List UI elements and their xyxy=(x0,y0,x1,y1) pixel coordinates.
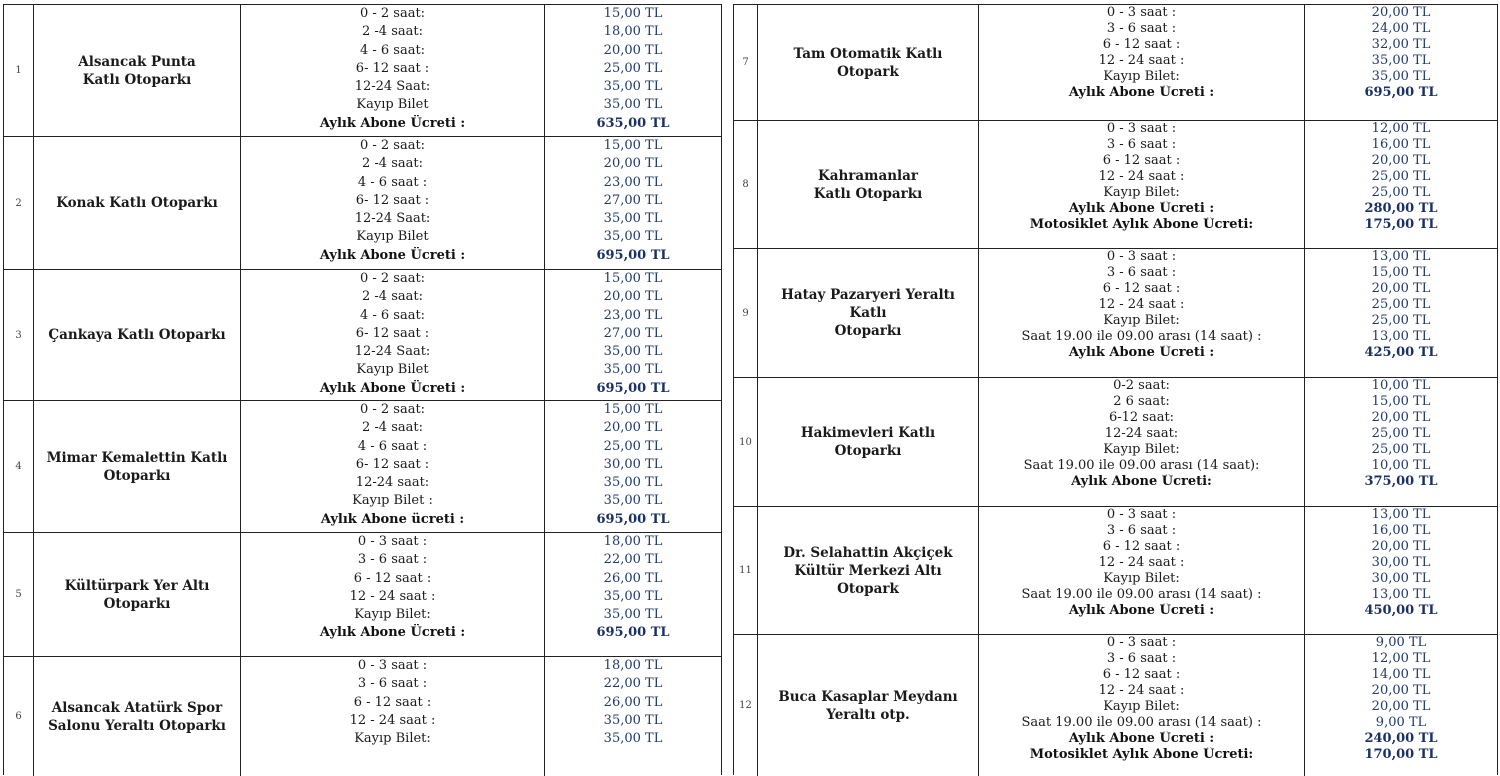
duration-label: Kayıp Bilet: xyxy=(1103,699,1180,714)
price-value: 25,00 TL xyxy=(1371,426,1431,441)
parking-name: Mimar Kemalettin Katlı Otoparkı xyxy=(34,401,241,532)
duration-column xyxy=(979,507,1305,634)
price-value: 9,00 TL xyxy=(1375,635,1427,650)
price-column xyxy=(545,270,721,400)
row-number: 8 xyxy=(734,121,758,248)
duration-label: 12 - 24 saat : xyxy=(349,712,436,728)
duration-label: 2 -4 saat: xyxy=(362,156,423,172)
price-value: 35,00 TL xyxy=(603,362,663,378)
duration-label: Aylık Abone Ücreti : xyxy=(319,625,466,641)
price-value: 35,00 TL xyxy=(603,712,663,728)
price-value: 35,00 TL xyxy=(603,211,663,227)
price-value: 25,00 TL xyxy=(1371,313,1431,328)
price-value: 20,00 TL xyxy=(1371,699,1431,714)
parking-block xyxy=(4,401,721,533)
duration-label: 6 - 12 saat : xyxy=(1102,539,1181,554)
row-number: 12 xyxy=(734,635,758,776)
price-value: 35,00 TL xyxy=(603,229,663,245)
parking-block xyxy=(734,635,1497,776)
price-value: 18,00 TL xyxy=(603,534,663,549)
duration-label: 12-24 Saat: xyxy=(354,344,431,360)
duration-column xyxy=(979,378,1305,506)
price-value: 20,00 TL xyxy=(1371,153,1431,168)
price-column xyxy=(1305,635,1497,776)
price-value: 15,00 TL xyxy=(603,138,663,153)
duration-label: 6 - 12 saat : xyxy=(1102,37,1181,52)
duration-label: 0 - 3 saat : xyxy=(357,534,428,549)
duration-label: 2 -4 saat: xyxy=(362,420,423,436)
parking-name: Konak Katlı Otoparkı xyxy=(34,137,241,269)
parking-block xyxy=(734,121,1497,249)
price-value: 450,00 TL xyxy=(1364,603,1438,618)
duration-label: 12-24 saat: xyxy=(1104,426,1179,441)
parking-name: Alsancak Atatürk Spor Salonu Yeraltı Otoparkı xyxy=(34,657,241,776)
parking-block xyxy=(734,507,1497,635)
left-tariff-table xyxy=(3,4,722,775)
duration-label: 6 - 12 saat : xyxy=(1102,281,1181,296)
duration-label: 6- 12 saat : xyxy=(355,192,430,208)
price-value: 35,00 TL xyxy=(603,79,663,95)
duration-label: Kayıp Bilet xyxy=(356,229,429,245)
duration-label: 12-24 Saat: xyxy=(354,211,431,227)
row-number: 10 xyxy=(734,378,758,506)
price-value: 27,00 TL xyxy=(603,325,663,341)
price-value: 16,00 TL xyxy=(1371,523,1431,538)
duration-label: Aylık Abone Ücreti : xyxy=(319,115,466,131)
price-value: 15,00 TL xyxy=(1371,265,1431,280)
duration-column xyxy=(979,121,1305,248)
duration-label: 0 - 2 saat: xyxy=(359,271,426,286)
price-value: 9,00 TL xyxy=(1375,715,1427,730)
duration-label: Aylık Abone Ücreti : xyxy=(319,247,466,263)
price-value: 20,00 TL xyxy=(603,420,663,436)
price-value: 25,00 TL xyxy=(1371,297,1431,312)
price-value: 32,00 TL xyxy=(1371,37,1431,52)
duration-label: 12 - 24 saat : xyxy=(1098,169,1185,184)
price-value: 20,00 TL xyxy=(603,156,663,172)
duration-label: 6 - 12 saat : xyxy=(353,694,432,710)
duration-label: 4 - 6 saat: xyxy=(359,307,426,323)
parking-name: Hatay Pazaryeri Yeraltı Katlı Otoparkı xyxy=(758,249,979,377)
price-column xyxy=(545,401,721,532)
price-value: 695,00 TL xyxy=(596,247,670,263)
duration-label: 3 - 6 saat : xyxy=(357,676,428,692)
price-value: 23,00 TL xyxy=(603,307,663,323)
duration-label: Aylık Abone Ücreti : xyxy=(1068,85,1215,100)
duration-column xyxy=(241,5,545,136)
price-value: 10,00 TL xyxy=(1371,458,1431,473)
parking-block xyxy=(734,249,1497,378)
duration-label: 0 - 3 saat : xyxy=(357,658,428,673)
duration-label: 6 - 12 saat : xyxy=(353,570,432,586)
price-value: 635,00 TL xyxy=(596,115,670,131)
price-value: 425,00 TL xyxy=(1364,345,1438,360)
price-value: 695,00 TL xyxy=(596,380,670,396)
price-value: 26,00 TL xyxy=(603,694,663,710)
price-value: 240,00 TL xyxy=(1364,731,1438,746)
duration-label: Kayıp Bilet: xyxy=(1103,442,1180,457)
price-value: 20,00 TL xyxy=(1371,5,1431,20)
price-value: 13,00 TL xyxy=(1371,507,1431,522)
price-value: 16,00 TL xyxy=(1371,137,1431,152)
price-value: 15,00 TL xyxy=(603,271,663,286)
parking-block xyxy=(734,5,1497,121)
row-number: 7 xyxy=(734,5,758,120)
duration-label: Kayıp Bilet xyxy=(356,97,429,113)
duration-column xyxy=(241,533,545,656)
duration-label: Kayıp Bilet : xyxy=(352,493,433,509)
price-value: 15,00 TL xyxy=(603,402,663,417)
parking-name: Kahramanlar Katlı Otoparkı xyxy=(758,121,979,248)
price-value: 35,00 TL xyxy=(603,607,663,623)
price-value: 26,00 TL xyxy=(603,570,663,586)
duration-label: Aylık Abone Ücreti : xyxy=(1068,201,1215,216)
parking-name: Buca Kasaplar Meydanı Yeraltı otp. xyxy=(758,635,979,776)
price-value: 13,00 TL xyxy=(1371,249,1431,264)
parking-name: Hakimevleri Katlı Otoparkı xyxy=(758,378,979,506)
parking-name: Tam Otomatik Katlı Otopark xyxy=(758,5,979,120)
duration-label: 12 - 24 saat : xyxy=(349,588,436,604)
price-value: 15,00 TL xyxy=(603,6,663,21)
duration-label: Kayıp Bilet: xyxy=(1103,185,1180,200)
duration-label: Saat 19.00 ile 09.00 arası (14 saat) : xyxy=(1021,329,1262,344)
price-value: 35,00 TL xyxy=(603,97,663,113)
duration-label: Aylık Abone Ücreti: xyxy=(1071,474,1212,489)
price-value: 35,00 TL xyxy=(1371,53,1431,68)
price-value: 35,00 TL xyxy=(603,588,663,604)
row-number: 2 xyxy=(4,137,34,269)
parking-block xyxy=(4,270,721,401)
price-value: 25,00 TL xyxy=(603,60,663,76)
duration-label: Kayıp Bilet xyxy=(356,362,429,378)
duration-label: 6 - 12 saat : xyxy=(1102,667,1181,682)
duration-label: 4 - 6 saat: xyxy=(359,42,426,58)
duration-column xyxy=(241,657,545,776)
price-value: 25,00 TL xyxy=(1371,442,1431,457)
price-value: 20,00 TL xyxy=(1371,281,1431,296)
price-value: 20,00 TL xyxy=(1371,410,1431,425)
duration-label: 2 -4 saat: xyxy=(362,289,423,305)
price-value: 695,00 TL xyxy=(1364,85,1438,100)
row-number: 6 xyxy=(4,657,34,776)
duration-label: 12-24 saat: xyxy=(355,475,430,491)
duration-label: 0 - 2 saat: xyxy=(359,6,426,21)
price-column xyxy=(1305,121,1497,248)
price-column xyxy=(545,533,721,656)
parking-block xyxy=(4,137,721,270)
row-number: 5 xyxy=(4,533,34,656)
price-value: 25,00 TL xyxy=(1371,185,1431,200)
price-value: 20,00 TL xyxy=(603,289,663,305)
parking-name: Dr. Selahattin Akçiçek Kültür Merkezi Altı Otopark xyxy=(758,507,979,634)
price-column xyxy=(545,657,721,776)
duration-label: 6- 12 saat : xyxy=(355,60,430,76)
duration-label: Kayıp Bilet: xyxy=(354,731,431,747)
duration-label: 12 - 24 saat : xyxy=(1098,683,1185,698)
duration-label: Aylık Abone Ücreti : xyxy=(319,380,466,396)
price-value: 175,00 TL xyxy=(1364,217,1438,232)
price-value: 18,00 TL xyxy=(603,658,663,673)
price-value: 27,00 TL xyxy=(603,192,663,208)
duration-label: Aylık Abone Ücreti : xyxy=(1068,603,1215,618)
price-value: 170,00 TL xyxy=(1364,747,1438,762)
price-column xyxy=(1305,5,1497,120)
price-column xyxy=(1305,507,1497,634)
duration-label: 4 - 6 saat : xyxy=(357,438,428,454)
duration-label: 0 - 2 saat: xyxy=(359,402,426,417)
row-number: 4 xyxy=(4,401,34,532)
duration-label: 12 - 24 saat : xyxy=(1098,555,1185,570)
duration-label: 0 - 3 saat : xyxy=(1106,5,1177,20)
duration-label: 12 - 24 saat : xyxy=(1098,297,1185,312)
price-value: 10,00 TL xyxy=(1371,378,1431,393)
duration-column xyxy=(979,5,1305,120)
duration-label: Kayıp Bilet: xyxy=(1103,69,1180,84)
duration-label: 3 - 6 saat : xyxy=(1106,651,1177,666)
price-value: 20,00 TL xyxy=(603,42,663,58)
parking-block xyxy=(4,5,721,137)
duration-label: 0 - 3 saat : xyxy=(1106,635,1177,650)
duration-label: Aylık Abone Ücreti : xyxy=(1068,345,1215,360)
duration-label: 0 - 3 saat : xyxy=(1106,507,1177,522)
price-column xyxy=(1305,378,1497,506)
duration-label: 3 - 6 saat : xyxy=(1106,265,1177,280)
parking-block xyxy=(734,378,1497,507)
duration-column xyxy=(241,401,545,532)
price-value: 30,00 TL xyxy=(1371,571,1431,586)
duration-label: 12 - 24 saat : xyxy=(1098,53,1185,68)
price-value: 18,00 TL xyxy=(603,24,663,40)
duration-label: 6- 12 saat : xyxy=(355,325,430,341)
duration-label: 3 - 6 saat : xyxy=(1106,137,1177,152)
price-value: 23,00 TL xyxy=(603,174,663,190)
parking-block xyxy=(4,533,721,657)
price-value: 20,00 TL xyxy=(1371,539,1431,554)
duration-label: Motosiklet Aylık Abone Ücreti: xyxy=(1029,747,1254,762)
parking-name: Alsancak Punta Katlı Otoparkı xyxy=(34,5,241,136)
duration-label: Kayıp Bilet: xyxy=(1103,571,1180,586)
duration-label: 0-2 saat: xyxy=(1113,378,1170,393)
price-value: 35,00 TL xyxy=(603,493,663,509)
price-value: 15,00 TL xyxy=(1371,394,1431,409)
price-value: 30,00 TL xyxy=(603,456,663,472)
duration-label: 0 - 3 saat : xyxy=(1106,121,1177,136)
duration-label: Kayıp Bilet: xyxy=(1103,313,1180,328)
duration-column xyxy=(979,249,1305,377)
duration-label: 0 - 2 saat: xyxy=(359,138,426,153)
parking-name: Çankaya Katlı Otoparkı xyxy=(34,270,241,400)
price-value: 695,00 TL xyxy=(596,511,670,527)
price-value: 35,00 TL xyxy=(603,731,663,747)
price-value: 14,00 TL xyxy=(1371,667,1431,682)
duration-label: Kayıp Bilet: xyxy=(354,607,431,623)
price-value: 12,00 TL xyxy=(1371,121,1431,136)
price-value: 25,00 TL xyxy=(603,438,663,454)
price-value: 35,00 TL xyxy=(1371,69,1431,84)
price-value: 22,00 TL xyxy=(603,552,663,568)
price-value: 25,00 TL xyxy=(1371,169,1431,184)
price-value: 375,00 TL xyxy=(1364,474,1438,489)
parking-name: Kültürpark Yer Altı Otoparkı xyxy=(34,533,241,656)
parking-block xyxy=(4,657,721,776)
price-value: 30,00 TL xyxy=(1371,555,1431,570)
duration-label: Saat 19.00 ile 09.00 arası (14 saat): xyxy=(1023,458,1260,473)
row-number: 3 xyxy=(4,270,34,400)
duration-label: 2 -4 saat: xyxy=(362,24,423,40)
duration-column xyxy=(241,137,545,269)
price-value: 35,00 TL xyxy=(603,475,663,491)
price-value: 35,00 TL xyxy=(603,344,663,360)
row-number: 1 xyxy=(4,5,34,136)
price-value: 695,00 TL xyxy=(596,625,670,641)
price-value: 13,00 TL xyxy=(1371,587,1431,602)
duration-label: 3 - 6 saat : xyxy=(1106,21,1177,36)
duration-label: 3 - 6 saat : xyxy=(357,552,428,568)
duration-column xyxy=(979,635,1305,776)
price-value: 20,00 TL xyxy=(1371,683,1431,698)
price-column xyxy=(545,5,721,136)
price-value: 12,00 TL xyxy=(1371,651,1431,666)
price-value: 13,00 TL xyxy=(1371,329,1431,344)
duration-label: 6 - 12 saat : xyxy=(1102,153,1181,168)
price-value: 24,00 TL xyxy=(1371,21,1431,36)
duration-label: Aylık Abone Ücreti : xyxy=(1068,731,1215,746)
duration-label: 2 6 saat: xyxy=(1113,394,1170,409)
duration-label: Saat 19.00 ile 09.00 arası (14 saat) : xyxy=(1021,715,1262,730)
price-column xyxy=(1305,249,1497,377)
duration-label: 3 - 6 saat : xyxy=(1106,523,1177,538)
right-tariff-table xyxy=(733,4,1498,775)
duration-label: 0 - 3 saat : xyxy=(1106,249,1177,264)
price-column xyxy=(545,137,721,269)
row-number: 11 xyxy=(734,507,758,634)
price-value: 22,00 TL xyxy=(603,676,663,692)
duration-label: 6-12 saat: xyxy=(1108,410,1175,425)
price-value: 280,00 TL xyxy=(1364,201,1438,216)
duration-label: 6- 12 saat : xyxy=(355,456,430,472)
duration-label: Saat 19.00 ile 09.00 arası (14 saat) : xyxy=(1021,587,1262,602)
duration-label: 4 - 6 saat : xyxy=(357,174,428,190)
duration-label: Aylık Abone ücreti : xyxy=(320,511,465,527)
duration-column xyxy=(241,270,545,400)
duration-label: Motosiklet Aylık Abone Ücreti: xyxy=(1029,217,1254,232)
row-number: 9 xyxy=(734,249,758,377)
duration-label: 12-24 Saat: xyxy=(354,79,431,95)
